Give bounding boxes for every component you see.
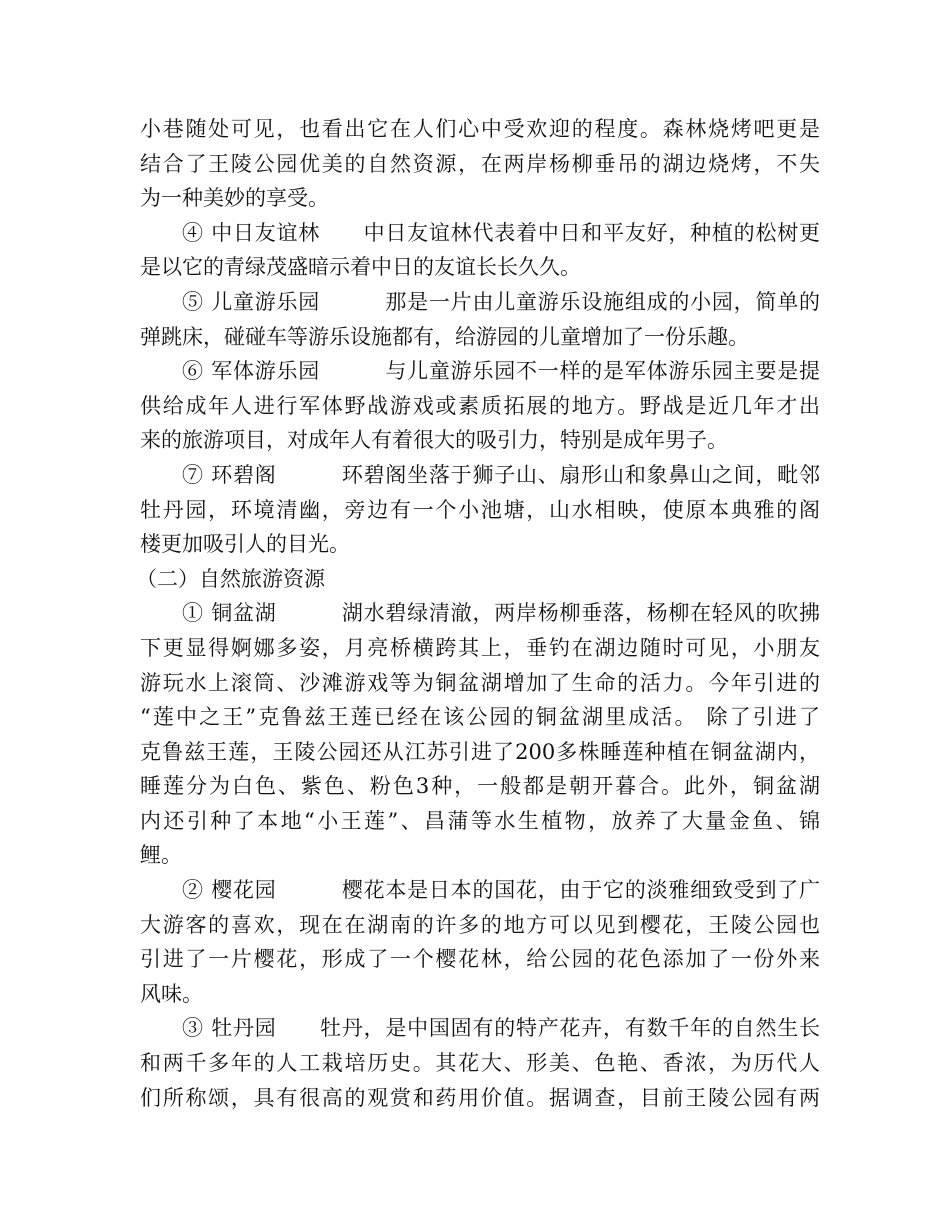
text-line: 们所称颂，具有很高的观赏和药用价值。据调查，目前王陵公园有两 — [140, 1085, 820, 1110]
text-line: 楼更加吸引人的目光。 — [140, 532, 350, 557]
text-line: 游玩水上滚筒、沙滩游戏等为铜盆湖增加了生命的活力。今年引进的 — [140, 670, 820, 695]
text-line: 结合了王陵公园优美的自然资源，在两岸杨柳垂吊的湖边烧烤，不失 — [140, 151, 820, 176]
item-cherry-garden: ② 樱花园 樱花本是日本的国花，由于它的淡雅细致受到了广 — [182, 878, 820, 903]
item-friendship-forest: ④ 中日友谊林 中日友谊林代表着中日和平友好，种植的松树更 — [182, 220, 820, 245]
text-line: 弹跳床，碰碰车等游乐设施都有，给游园的儿童增加了一份乐趣。 — [140, 324, 749, 349]
item-tongpen-lake: ① 铜盆湖 湖水碧绿清澈，两岸杨柳垂落，杨柳在轻风的吹拂 — [182, 601, 820, 626]
text-line: 来的旅游项目，对成年人有着很大的吸引力，特别是成年男子。 — [140, 428, 728, 453]
text-line: 牡丹园，环境清幽，旁边有一个小池塘，山水相映，使原本典雅的阁 — [140, 497, 820, 522]
text-line: “莲中之王”克鲁兹王莲已经在该公园的铜盆湖里成活。 除了引进了 — [140, 705, 820, 730]
text-line: 克鲁兹王莲，王陵公园还从江苏引进了200多株睡莲种植在铜盆湖内， — [140, 739, 820, 764]
text-line: 小巷随处可见，也看出它在人们心中受欢迎的程度。森林烧烤吧更是 — [140, 117, 820, 141]
item-huanbi-pavilion: ⑦ 环碧阁 环碧阁坐落于狮子山、扇形山和象鼻山之间，毗邻 — [182, 462, 820, 487]
item-children-park: ⑤ 儿童游乐园 那是一片由儿童游乐设施组成的小园，简单的 — [182, 289, 820, 314]
text-line: 睡莲分为白色、紫色、粉色3种，一般都是朝开暮合。此外，铜盆湖 — [140, 774, 820, 799]
item-peony-garden: ③ 牡丹园 牡丹，是中国固有的特产花卉，有数千年的自然生长 — [182, 1016, 820, 1041]
text-line: 大游客的喜欢，现在在湖南的许多的地方可以见到樱花，王陵公园也 — [140, 912, 820, 937]
text-line: 是以它的青绿茂盛暗示着中日的友谊长长久久。 — [140, 255, 581, 280]
text-line: 风味。 — [140, 981, 203, 1006]
text-line: 下更显得婀娜多姿，月亮桥横跨其上，垂钓在湖边随时可见，小朋友 — [140, 635, 820, 660]
text-line: 为一种美妙的享受。 — [140, 186, 329, 211]
document-body — [136, 112, 820, 1115]
section-heading: （二）自然旅游资源 — [136, 566, 325, 591]
item-military-park: ⑥ 军体游乐园 与儿童游乐园不一样的是军体游乐园主要是提 — [182, 359, 820, 384]
text-line: 鲤。 — [140, 843, 182, 868]
text-line: 内还引种了本地“小王莲”、昌蒲等水生植物，放养了大量金鱼、锦 — [140, 808, 820, 833]
text-line: 引进了一片樱花，形成了一个樱花林，给公园的花色添加了一份外来 — [140, 947, 820, 972]
text-line: 供给成年人进行军体野战游戏或素质拓展的地方。野战是近几年才出 — [140, 393, 820, 418]
text-line: 和两千多年的人工栽培历史。其花大、形美、色艳、香浓，为历代人 — [140, 1051, 820, 1076]
